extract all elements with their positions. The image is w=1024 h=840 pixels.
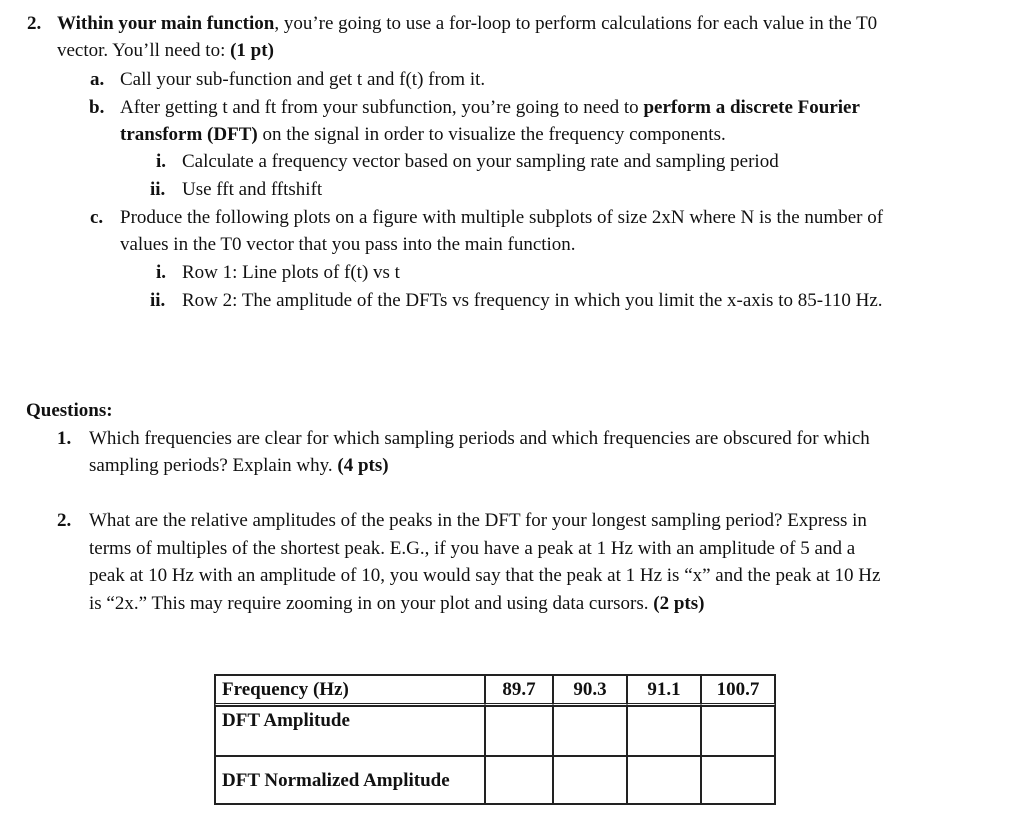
table-cell-empty[interactable] (701, 706, 775, 756)
question-2-line4-text: is “2x.” This may require zooming in on your plot and using data cursors. (89, 593, 654, 614)
item-bi-label: i. (156, 151, 167, 172)
question-2-line1: What are the relative amplitudes of the peaks in the DFT for your longest sampling period? Express in (89, 510, 867, 531)
task-intro-line2 (57, 37, 274, 64)
question-2-line2: terms of multiples of the shortest peak. E.G., if you have a peak at 1 Hz with an amplitude of 5 and a (89, 538, 856, 559)
question-2-label: 2. (57, 510, 72, 531)
table-cell-empty[interactable] (627, 756, 701, 804)
question-1-line2 (89, 452, 389, 479)
item-cii-text: Row 2: The amplitude of the DFTs vs frequency in which you limit the x-axis to 85-110 Hz. (182, 290, 883, 311)
question-1-label: 1. (57, 428, 72, 449)
table-cell-empty[interactable] (485, 756, 553, 804)
item-c-line2: values in the T0 vector that you pass into the main function. (120, 234, 576, 255)
task-intro (57, 10, 877, 37)
item-b-post: on the signal in order to visualize the frequency components. (257, 124, 726, 145)
table-cell-empty[interactable] (553, 706, 627, 756)
task-number: 2. (27, 13, 42, 34)
question-1-line1: Which frequencies are clear for which sampling periods and which frequencies are obscured for which (89, 428, 870, 449)
table-cell-empty[interactable] (627, 706, 701, 756)
table-row-dft-amplitude (215, 706, 775, 756)
table-header-freq-4: 100.7 (701, 675, 775, 706)
item-b-label: b. (89, 97, 105, 118)
table-cell-empty[interactable] (553, 756, 627, 804)
item-ci-text: Row 1: Line plots of f(t) vs t (182, 262, 400, 283)
table-header-freq-2: 90.3 (553, 675, 627, 706)
table-header-row (215, 675, 775, 706)
task-points: (1 pt) (230, 40, 274, 61)
table-row-dft-normalized (215, 756, 775, 804)
frequency-amplitude-table (214, 674, 776, 805)
item-cii-label: ii. (150, 290, 166, 311)
item-b-bold2: transform (DFT) (120, 124, 258, 145)
task-intro-line2-text: vector. You’ll need to: (57, 40, 231, 61)
table-cell-empty[interactable] (701, 756, 775, 804)
item-b-line2 (120, 121, 726, 148)
table-cell-empty[interactable] (485, 706, 553, 756)
item-b-bold1: perform a discrete Fourier (643, 97, 860, 118)
item-c-label: c. (90, 207, 104, 228)
item-ci-label: i. (156, 262, 167, 283)
question-1-line2-text: sampling periods? Explain why. (89, 455, 338, 476)
item-bi-text: Calculate a frequency vector based on your sampling rate and sampling period (182, 151, 779, 172)
item-bii-text: Use fft and fftshift (182, 179, 323, 200)
table-header-freq-3: 91.1 (627, 675, 701, 706)
questions-heading: Questions: (26, 400, 113, 421)
item-a-label: a. (90, 69, 105, 90)
task-intro-rest: , you’re going to use a for-loop to perform calculations for each value in the T0 (274, 13, 878, 34)
question-2-points: (2 pts) (653, 593, 705, 614)
table-header-freq-1: 89.7 (485, 675, 553, 706)
table-row-label: DFT Normalized Amplitude (215, 756, 485, 804)
item-b-pre: After getting t and ft from your subfunction, you’re going to need to (120, 97, 644, 118)
question-2-line4 (89, 590, 704, 617)
table-header-frequency: Frequency (Hz) (215, 675, 485, 706)
item-a-text: Call your sub-function and get t and f(t) from it. (120, 69, 486, 90)
task-intro-bold: Within your main function (57, 13, 275, 34)
table-row-label: DFT Amplitude (215, 706, 485, 756)
item-c-line1: Produce the following plots on a figure with multiple subplots of size 2xN where N is the number of (120, 207, 884, 228)
item-b-line1 (120, 94, 860, 121)
item-bii-label: ii. (150, 179, 166, 200)
question-2-line3: peak at 10 Hz with an amplitude of 10, you would say that the peak at 1 Hz is “x” and the peak at 10 Hz (89, 565, 881, 586)
question-1-points: (4 pts) (337, 455, 389, 476)
